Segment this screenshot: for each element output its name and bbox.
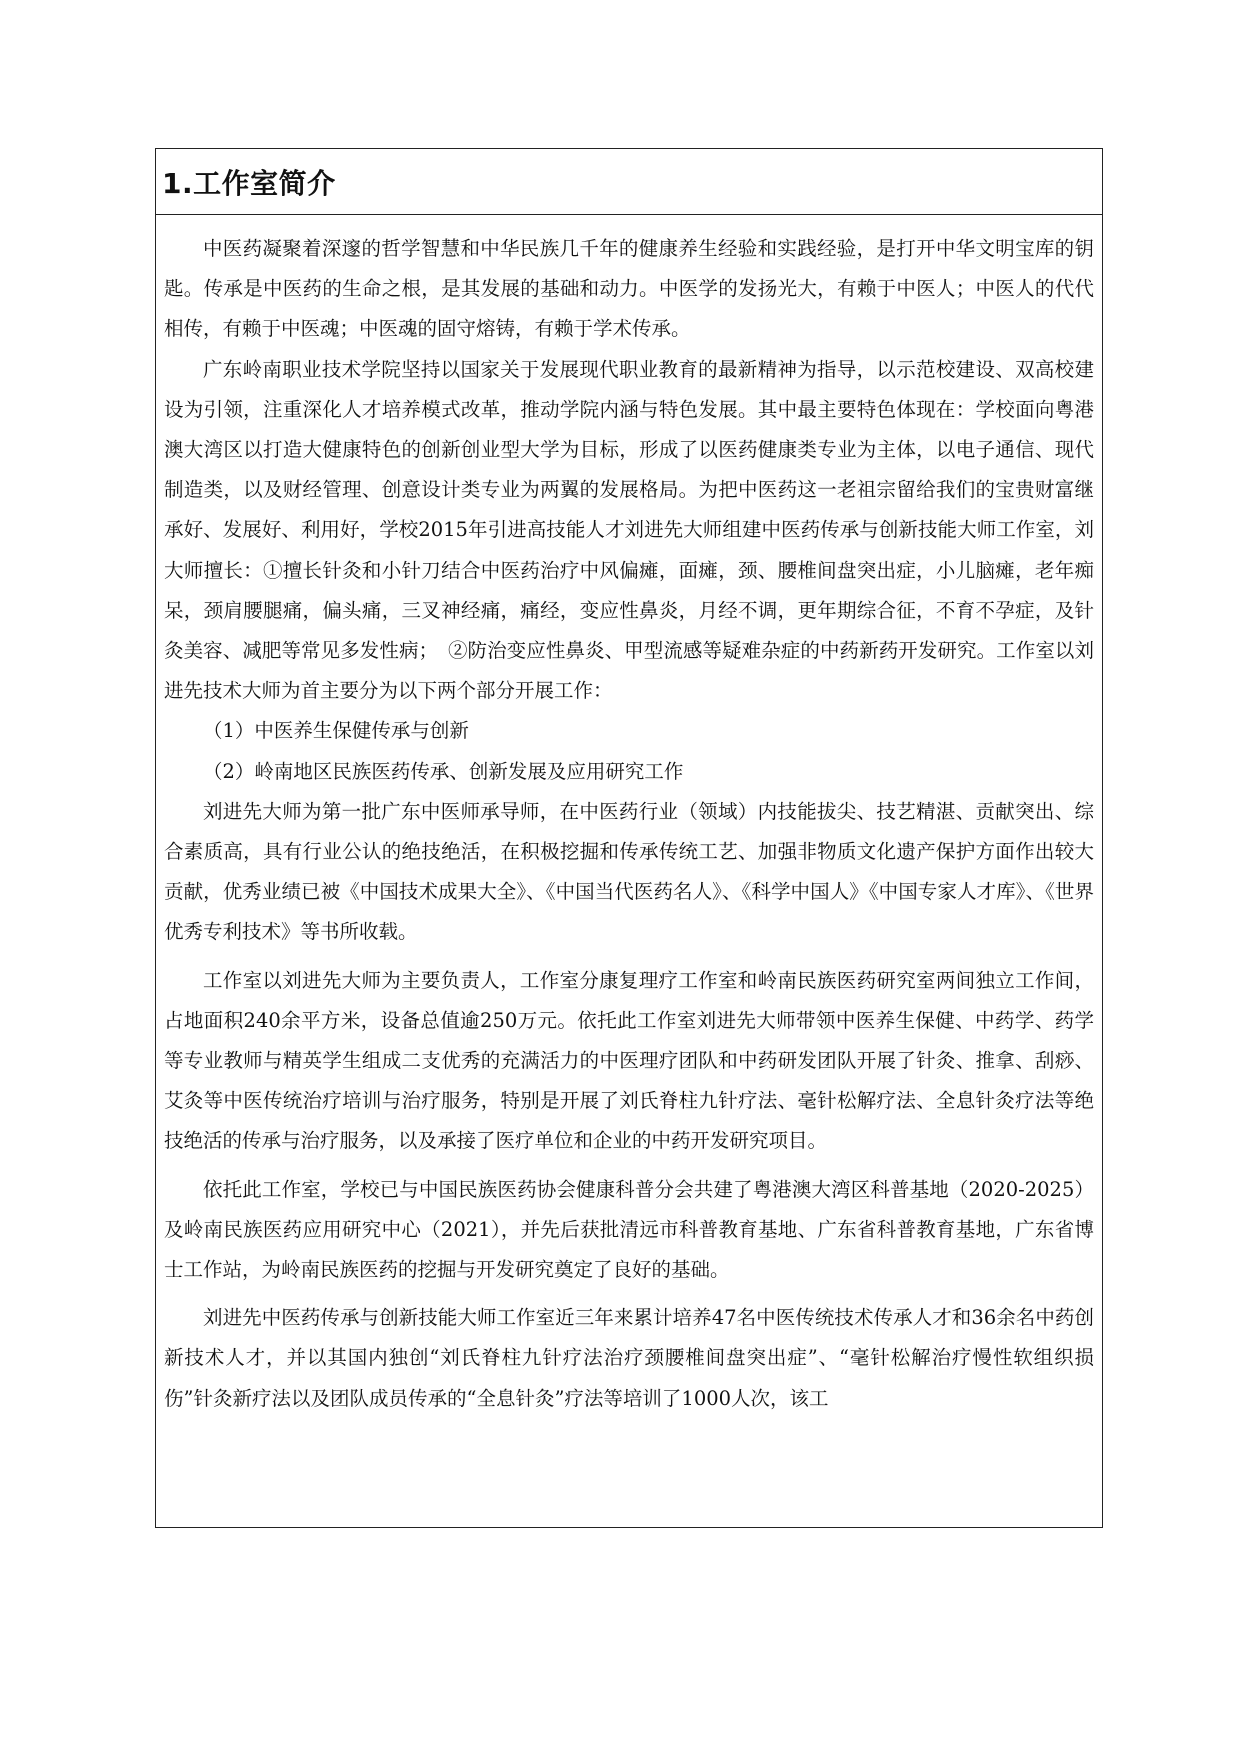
intro-table (155, 148, 1103, 1528)
section-title: 1.工作室简介 (162, 166, 336, 200)
paragraph-intro: 中医药凝聚着深邃的哲学智慧和中华民族几千年的健康养生经验和实践经验，是打开中华文明宝库的钥匙。传承是中医药的生命之根，是其发展的基础和动力。中医学的发扬光大，有赖于中医人；中医人的代代相传，有赖于中医魂；中医魂的固守熔铸，有赖于学术传承。 (164, 237, 1094, 341)
list-item-1: （1）中医养生保健传承与创新 (203, 719, 469, 743)
paragraph-studio: 工作室以刘进先大师为主要负责人，工作室分康复理疗工作室和岭南民族医药研究室两间独立工作间，占地面积240余平方米，设备总值逾250万元。依托此工作室刘进先大师带领中医养生保健、中药学、药学等专业教师与精英学生组成二支优秀的充满活力的中医理疗团队和中药研发团队开展了针灸、推拿、刮痧、艾灸等中医传统治疗培训与治疗服务，特别是开展了刘氏脊柱九针疗法、毫针松解疗法、全息针灸疗法等绝技绝活的传承与治疗服务，以及承接了医疗单位和企业的中药开发研究项目。 (164, 968, 1094, 1153)
list-item-2: （2）岭南地区民族医药传承、创新发展及应用研究工作 (203, 759, 684, 783)
paragraph-base: 依托此工作室，学校已与中国民族医药协会健康科普分会共建了粤港澳大湾区科普基地（2020-2025）及岭南民族医药应用研究中心（2021），并先后获批清远市科普教育基地、广东省科普教育基地，广东省博士工作站，为岭南民族医药的挖掘与开发研究奠定了良好的基础。 (164, 1177, 1094, 1282)
section-header (156, 149, 1102, 215)
section-body (156, 215, 1102, 1419)
paragraph-college: 广东岭南职业技术学院坚持以国家关于发展现代职业教育的最新精神为指导，以示范校建设、双高校建设为引领，注重深化人才培养模式改革，推动学院内涵与特色发展。其中最主要特色体现在：学校面向粤港澳大湾区以打造大健康特色的创新创业型大学为目标，形成了以医药健康类专业为主体，以电子通信、现代制造类，以及财经管理、创意设计类专业为两翼的发展格局。为把中医药这一老祖宗留给我们的宝贵财富继承好、发展好、利用好，学校2015年引进高技能人才刘进先大师组建中医药传承与创新技能大师工作室，刘大师擅长：①擅长针灸和小针刀结合中医药治疗中风偏瘫，面瘫，颈、腰椎间盘突出症，小儿脑瘫，老年痴呆，颈肩腰腿痛，偏头痛，三叉神经痛，痛经，变应性鼻炎，月经不调，更年期综合征，不育不孕症，及针灸美容、减肥等常见多发性病； ②防治变应性鼻炎、甲型流感等疑难杂症的中药新药开发研究。工作室以刘进先技术大师为首主要分为以下两个部分开展工作： (164, 357, 1094, 703)
paragraph-master: 刘进先大师为第一批广东中医师承导师，在中医药行业（领域）内技能拔尖、技艺精湛、贡献突出、综合素质高，具有行业公认的绝技绝活，在积极挖掘和传承传统工艺、加强非物质文化遗产保护方面作出较大贡献，优秀业绩已被《中国技术成果大全》、《中国当代医药名人》、《科学中国人》《中国专家人才库》、《世界优秀专利技术》等书所收载。 (164, 799, 1094, 944)
paragraph-training: 刘进先中医药传承与创新技能大师工作室近三年来累计培养47名中医传统技术传承人才和36余名中药创新技术人才，并以其国内独创“刘氏脊柱九针疗法治疗颈腰椎间盘突出症”、“毫针松解治疗慢性软组织损伤”针灸新疗法以及团队成员传承的“全息针灸”疗法等培训了1000人次，该工 (164, 1306, 1094, 1410)
